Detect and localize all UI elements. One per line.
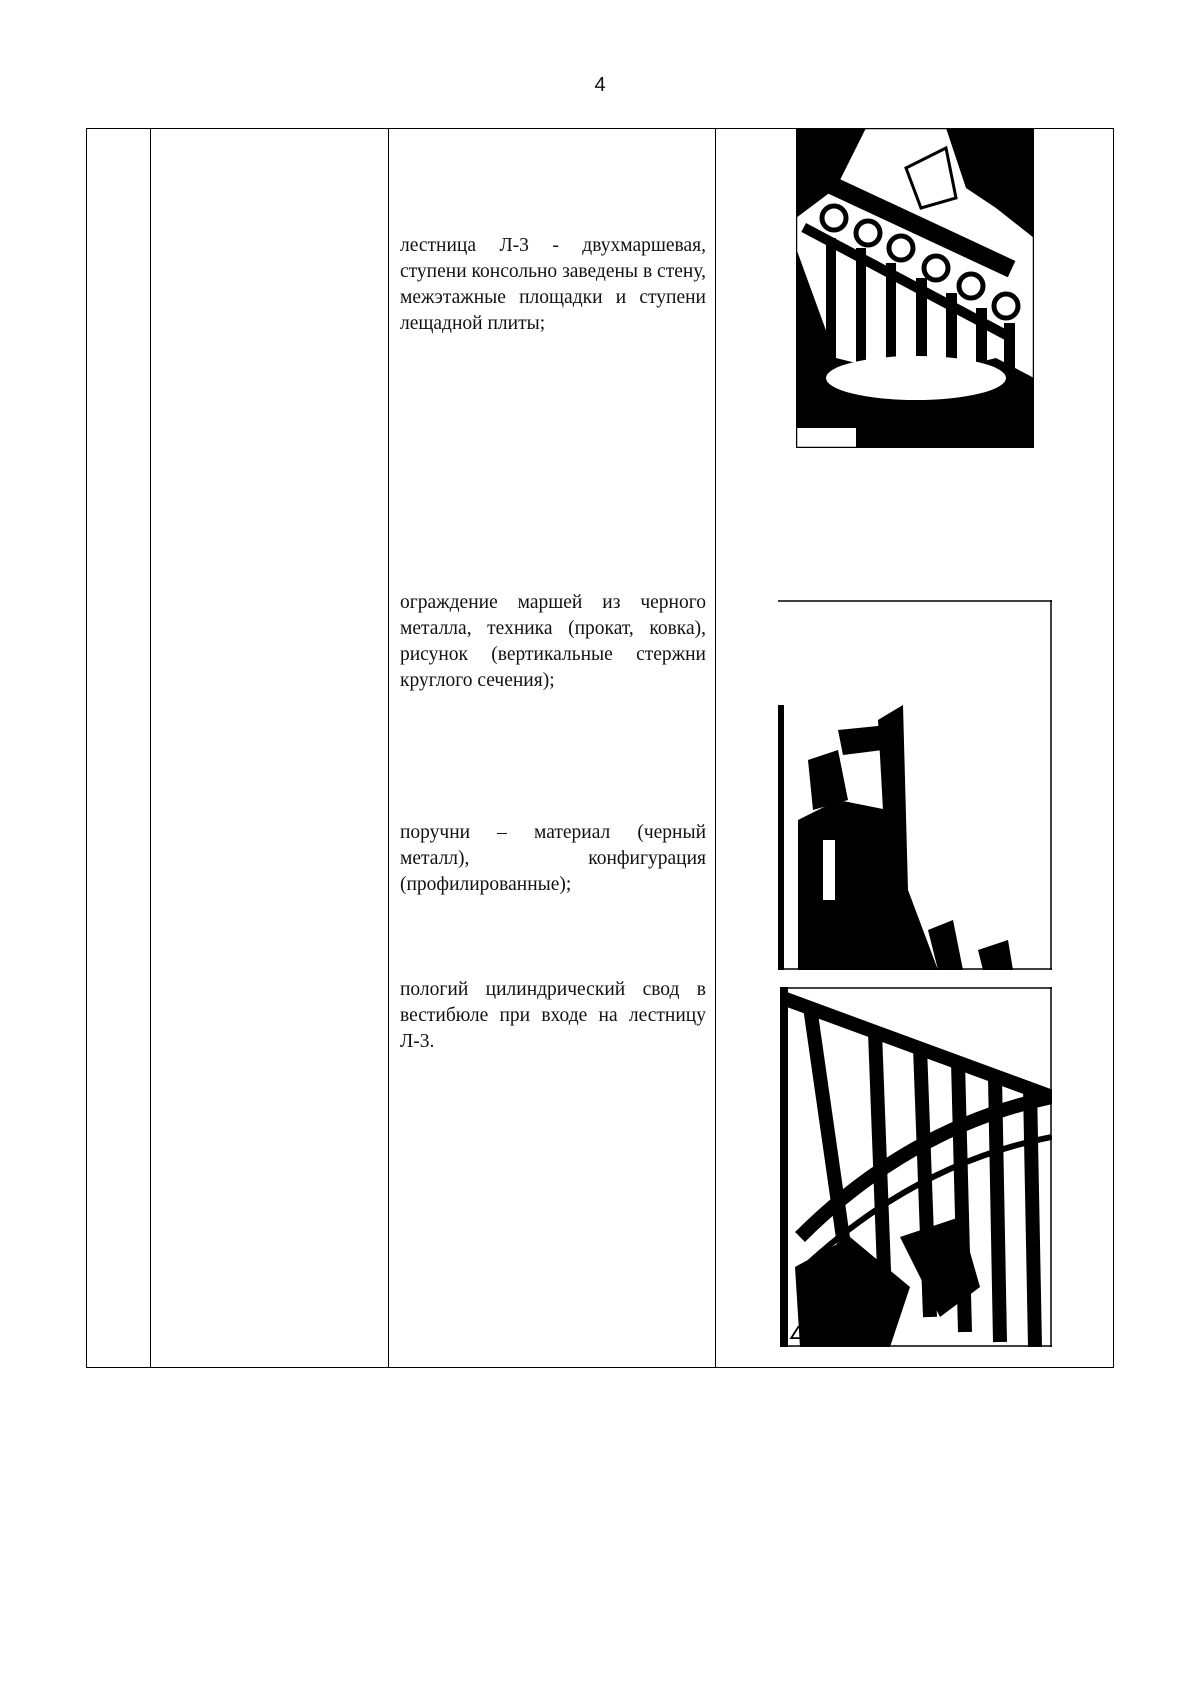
description-handrail: поручни – материал (черный металл), конфигурация (профилированные); — [400, 822, 706, 895]
column-divider — [388, 129, 389, 1367]
column-divider — [150, 129, 151, 1367]
svg-text:∠: ∠ — [788, 1323, 805, 1343]
description-railing: ограждение маршей из черного металла, техника (прокат, ковка), рисунок (вертикальные стержни круглого сечения); — [400, 592, 706, 691]
page-number: 4 — [594, 74, 606, 96]
staircase-flight-photo — [778, 600, 1052, 970]
staircase-l3-railing-photo — [796, 128, 1034, 448]
column-divider — [715, 129, 716, 1367]
description-staircase: лестница Л-3 - двухмаршевая, ступени консольно заведены в стену, межэтажные площадки и ступени лещадной плиты; — [400, 235, 706, 334]
handrail-vault-photo — [780, 987, 1052, 1347]
description-vault: пологий цилиндрический свод в вестибюле при входе на лестницу Л-3. — [400, 979, 706, 1052]
